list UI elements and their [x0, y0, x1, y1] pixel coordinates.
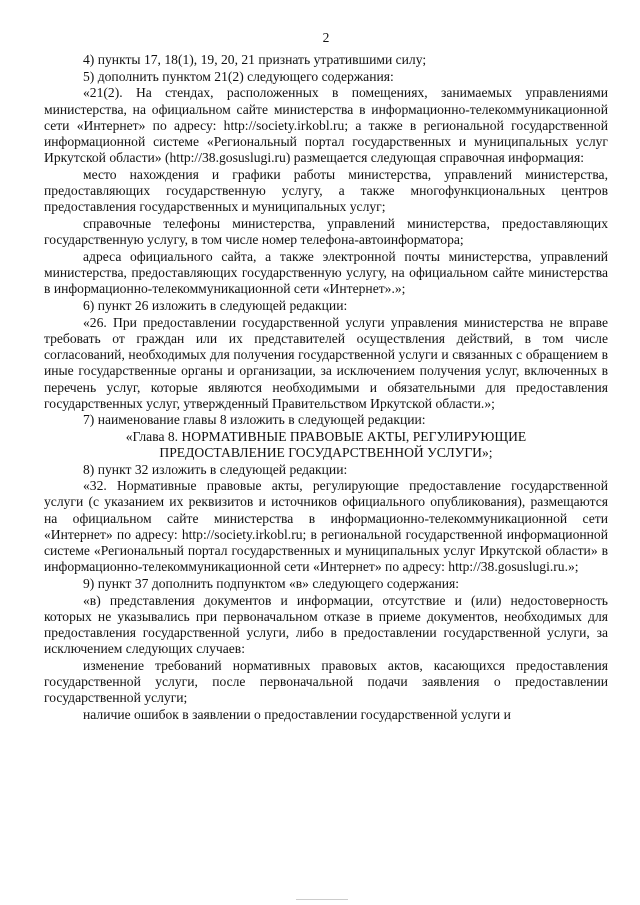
paragraph-item-4: 4) пункты 17, 18(1), 19, 20, 21 признать утратившими силу;	[83, 52, 427, 67]
paragraph-32: «32. Нормативные правовые акты, регулирующие предоставление государственной услуги (с указанием их реквизитов и источников официального опубликования), размещаются на официальном сайте министерства в информационно-телекоммуникационной сети «Интернет» по адресу: http://society.irkobl.ru; в региональной государственной информационной системе «Региональный портал государственных и муниципальных услуг Иркутской области» в информационно-телекоммуникационной сети «Интернет» по адресу: http://38.gosuslugi.ru.»;	[44, 478, 608, 575]
paragraph-subitem-v: «в) представления документов и информации, отсутствие и (или) недостоверность которых не указывались при первоначальном отказе в приеме документов, необходимых для предоставления государственной услуги, либо в предоставлении государственной услуги, за исключением следующих случаев:	[44, 592, 608, 657]
paragraph-requirement-change: изменение требований нормативных правовых актов, касающихся предоставления государственной услуги, после первоначальной подачи заявления о предоставлении государственной услуги;	[44, 658, 608, 706]
paragraph-websites: адреса официального сайта, а также электронной почты министерства, управлений министерства, предоставляющих государственную услугу, на официальном сайте министерства в информационно-телекоммуникационной сети «Интернет».»;	[44, 248, 608, 297]
paragraph-item-5: 5) дополнить пунктом 21(2) следующего содержания:	[83, 68, 394, 84]
paragraph-item-8: 8) пункт 32 изложить в следующей редакции:	[83, 461, 348, 477]
paragraph-item-7: 7) наименование главы 8 изложить в следующей редакции:	[83, 412, 426, 428]
paragraph-phones: справочные телефоны министерства, управлений министерства, предоставляющих государственную услугу, в том числе номер телефона-автоинформатора;	[44, 216, 608, 248]
paragraph-location-schedule: место нахождения и графики работы министерства, управлений министерства, предоставляющих государственную услугу, а также многофункциональных центров предоставления государственных и муниципальных услуг;	[44, 166, 608, 215]
chapter-heading-line-2: ПРЕДОСТАВЛЕНИЕ ГОСУДАРСТВЕННОЙ УСЛУГИ»;	[159, 445, 493, 461]
chapter-heading-line-1: «Глава 8. НОРМАТИВНЫЕ ПРАВОВЫЕ АКТЫ, РЕГУЛИРУЮЩИЕ	[125, 429, 527, 445]
paragraph-errors: наличие ошибок в заявлении о предоставлении государственной услуги и	[83, 707, 511, 723]
footer-divider	[296, 899, 348, 900]
paragraph-item-9: 9) пункт 37 дополнить подпунктом «в» следующего содержания:	[83, 576, 460, 591]
paragraph-26: «26. При предоставлении государственной услуги управления министерства не вправе требовать от граждан или их представителей осуществления действий, в том числе согласований, необходимых для получения государственной услуги и связанных с обращением в иные государственные органы и организации, за исключением получения услуг, включенных в перечень услуг, которые являются необходимыми и обязательными для предоставления государственных услуг, утвержденный Правительством Иркутской области.»;	[44, 314, 608, 411]
paragraph-item-6: 6) пункт 26 изложить в следующей редакции:	[83, 298, 348, 314]
page-number: 2	[322, 30, 330, 45]
paragraph-21-2: «21(2). На стендах, расположенных в помещениях, занимаемых управлениями министерства, на официальном сайте министерства в информационно-телекоммуникационной сети «Интернет» по адресу: http://society.irkobl.ru; а также в региональной государственной информационной системе «Региональный портал государственных и муниципальных услуг Иркутской области» (http://38.gosuslugi.ru) размещается следующая справочная информация:	[44, 85, 608, 166]
